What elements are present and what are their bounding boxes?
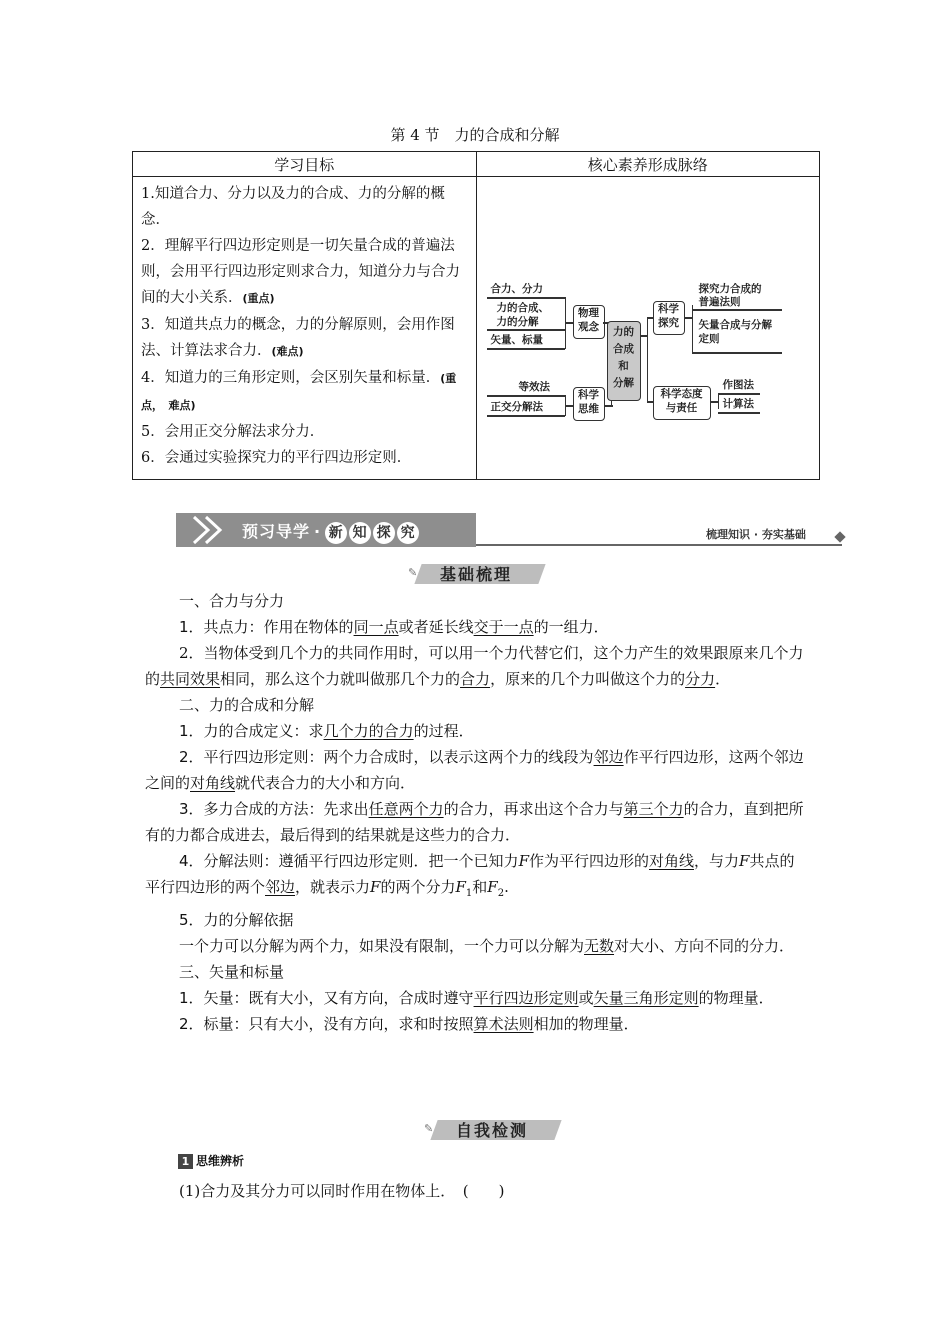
banner-char: 知 — [349, 522, 371, 544]
map-label: 正交分解法 — [490, 401, 543, 413]
paragraph: 5．力的分解依据 — [179, 911, 294, 929]
banner-char: 究 — [397, 522, 419, 544]
paragraph: 2．当物体受到几个力的共同作用时，可以用一个力代替它们，这个力产生的效果跟原来几个力的共同效果相同，那么这个力就叫做那几个力的合力，原来的几个力叫做这个力的分力． — [145, 644, 804, 688]
paragraph: 2．平行四边形定则：两个力合成时，以表示这两个力的线段为邻边作平行四边形，这两个邻边之间的对角线就代表合力的大小和方向． — [145, 748, 804, 792]
goal-header: 学习目标 — [133, 152, 477, 177]
paragraph: 3．多力合成的方法：先求出任意两个力的合力，再求出这个合力与第三个力的合力，直到把所有的力都合成进去，最后得到的结果就是这些力的合力． — [145, 800, 804, 844]
heading: 二、力的合成和分解 — [179, 696, 315, 714]
map-header: 核心素养形成脉络 — [476, 152, 820, 177]
banner-left-text: 预习导学 — [242, 522, 311, 541]
map-box-tanjiu: 科学 探究 — [653, 301, 685, 335]
paragraph: 1．共点力：作用在物体的同一点或者延长线交于一点的一组力． — [179, 618, 609, 636]
banner-divider — [476, 544, 842, 546]
map-label: 合力、分力 — [490, 283, 543, 295]
map-label: 力的分解 — [496, 316, 539, 328]
paragraph: 2．标量：只有大小，没有方向，求和时按照算术法则相加的物理量． — [179, 1015, 639, 1033]
map-label: 作图法 — [722, 379, 754, 391]
key-tag: (重点) — [242, 292, 275, 305]
pencil-icon: ✎ — [424, 1122, 434, 1135]
map-label: 定则 — [698, 333, 720, 345]
banner-char: 新 — [325, 522, 347, 544]
section-banner — [176, 513, 476, 547]
goal-item: 1.知道合力、分力以及力的合成、力的分解的概念． — [141, 186, 445, 228]
goal-item: 2．理解平行四边形定则是一切矢量合成的普遍法则，会用平行四边形定则求合力，知道分力与合力间的大小关系．(重点) — [141, 238, 460, 306]
goal-item: 4．知道力的三角形定则，会区别矢量和标量．(重点， 难点) — [141, 370, 457, 412]
heading: 一、合力与分力 — [179, 592, 285, 610]
map-box-wuli: 物理 观念 — [573, 305, 605, 339]
goal-item: 5．会用正交分解法求分力． — [141, 424, 325, 440]
paragraph: 1．矢量：既有大小，又有方向，合成时遵守平行四边形定则或矢量三角形定则的物理量． — [179, 989, 774, 1007]
question-1: (1)合力及其分力可以同时作用在物体上． ( ) — [179, 1182, 505, 1200]
goal-item: 6．会通过实验探究力的平行四边形定则． — [141, 450, 412, 466]
content-body — [145, 588, 807, 1037]
map-center-box: 力的 合成 和 分解 — [607, 321, 641, 401]
concept-map — [476, 177, 820, 480]
chevron-arrows-icon — [190, 515, 240, 545]
heading: 三、矢量和标量 — [179, 963, 285, 981]
map-label: 矢量合成与分解 — [698, 319, 772, 331]
goal-table — [132, 151, 820, 480]
pencil-icon: ✎ — [408, 566, 418, 579]
map-box-siwei: 科学 思维 — [573, 387, 605, 421]
paragraph: 4．分解法则：遵循平行四边形定则．把一个已知力F作为平行四边形的对角线，与力F共点的平行四边形的两个邻边，就表示力F的两个分力$F_1$和$F_2$. — [145, 852, 795, 899]
paragraph: 1．力的合成定义：求几个力的合力的过程． — [179, 722, 474, 740]
thinking-label: 1 思维辨析 — [178, 1152, 244, 1169]
map-label: 矢量、标量 — [490, 334, 543, 346]
paragraph: 一个力可以分解为两个力，如果没有限制，一个力可以分解为无数对大小、方向不同的分力． — [179, 937, 795, 955]
map-label: 等效法 — [518, 381, 550, 393]
map-label: 普遍法则 — [698, 296, 741, 308]
section-header-basics: ✎ 基础梳理 — [408, 560, 544, 584]
banner-right-text: 梳理知识 · 夯实基础 — [706, 528, 806, 541]
map-label: 力的合成、 — [496, 302, 549, 314]
difficulty-tag: (难点) — [271, 345, 304, 358]
key-difficulty-tag: (重点， 难点) — [141, 372, 457, 412]
goal-item: 3．知道共点力的概念，力的分解原则，会用作图法、计算法求合力．(难点) — [141, 317, 455, 359]
banner-char: 探 — [373, 522, 395, 544]
map-box-taidu: 科学态度 与责任 — [653, 386, 711, 420]
banner-dot: · — [314, 522, 322, 541]
number-badge: 1 — [178, 1154, 193, 1169]
diamond-icon — [834, 531, 845, 542]
section-header-selftest: ✎ 自我检测 — [424, 1116, 560, 1140]
map-label: 计算法 — [722, 398, 754, 410]
map-label: 探究力合成的 — [698, 283, 762, 295]
goals-cell — [133, 177, 477, 480]
page-title: 第 4 节 力的合成和分解 — [390, 126, 560, 144]
